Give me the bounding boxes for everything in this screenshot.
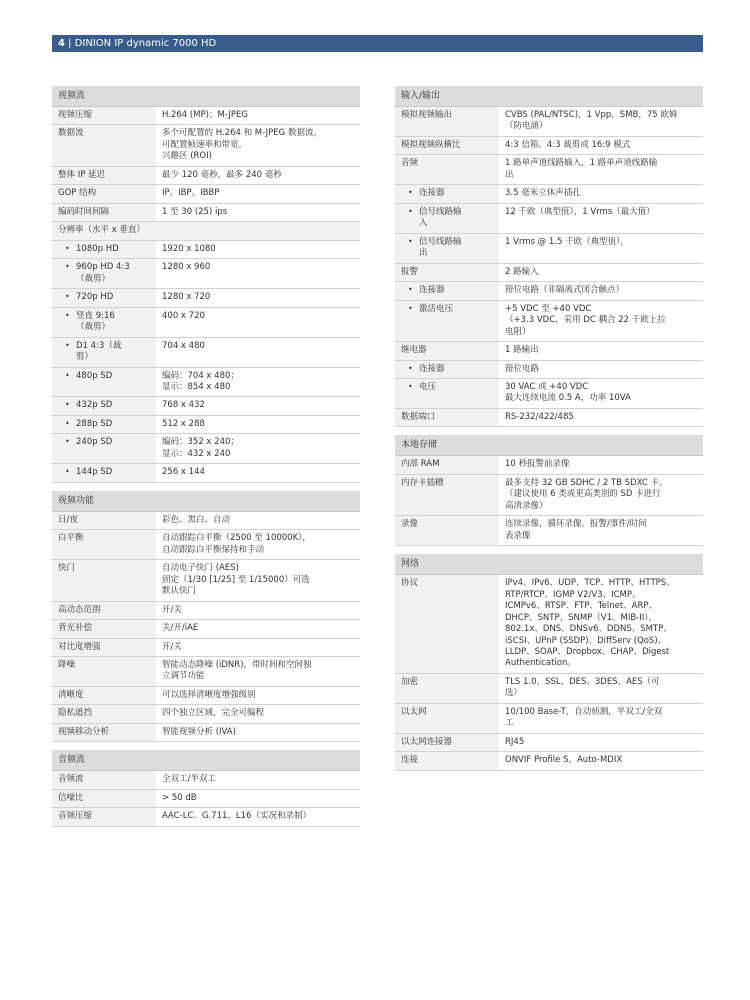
spec-label <box>52 808 156 825</box>
section-heading: 输入/输出 <box>395 86 703 107</box>
spec-label-text: 内存卡插槽 <box>401 477 444 488</box>
spec-value: 彩色、黑白、自动 <box>162 514 231 525</box>
spec-row <box>395 185 703 203</box>
spec-label <box>52 639 156 656</box>
spec-label <box>52 204 156 221</box>
spec-label <box>395 409 499 426</box>
spec-row <box>395 674 703 704</box>
spec-label <box>52 620 156 637</box>
spec-value: 1 至 30 (25) ips <box>162 206 228 217</box>
spec-label <box>395 204 499 233</box>
spec-value: 768 x 432 <box>162 400 205 411</box>
spec-value: IPv4、IPv6、UDP、TCP、HTTP、HTTPS、 RTP/RTCP、IGMP V2/V3、ICMP、 ICMPv6、RTSP、FTP、Telnet、ARP、 DHCP、SNTP、SNMP（V1、MIB-II）， 802.1x、DNS、DNSv6、DDNS、SMTP、 iSCSI、UPnP (SSDP)、DiffServ (QoS)、 LLDP、SOAP、Dropbox、CHAP、Digest Authentication。 <box>505 578 675 669</box>
spec-row <box>395 475 703 516</box>
spec-label-text: 清晰度 <box>58 689 84 700</box>
spec-label-text: • 432p SD <box>76 400 113 411</box>
spec-label-text: 快门 <box>58 563 76 574</box>
spec-label <box>52 560 156 600</box>
spec-row <box>52 512 360 530</box>
spec-row <box>52 125 360 166</box>
spec-row <box>52 790 360 808</box>
spec-label-text: 编码时间间隔 <box>58 206 110 217</box>
spec-value: 30 VAC 或 +40 VDC 最大连续电流 0.5 A，功率 10VA <box>505 381 631 404</box>
spec-row <box>395 264 703 282</box>
spec-label-text: 音频 <box>401 158 419 169</box>
header-separator: | <box>68 38 75 49</box>
spec-value: 1 路单声道线路输入，1 路单声道线路输 出 <box>505 158 658 180</box>
spec-row <box>395 137 703 155</box>
spec-value: 12 千欧（典型值），1 Vrms（最大值） <box>505 206 655 217</box>
spec-label <box>395 234 499 263</box>
spec-value: 1280 x 960 <box>162 262 211 273</box>
spec-label-text: • D1 4:3（裁 剪） <box>76 340 122 363</box>
spec-row <box>395 379 703 409</box>
spec-value: 自动电子快门 (AES) 固定（1/30 [1/25] 至 1/15000）可选 默认快门 <box>162 563 310 597</box>
spec-value: 704 x 480 <box>162 340 205 351</box>
spec-value: 编码：704 x 480； 显示：854 x 480 <box>162 370 239 392</box>
spec-row <box>395 155 703 185</box>
spec-label <box>52 790 156 807</box>
spec-row <box>52 259 360 289</box>
spec-label <box>52 125 156 165</box>
spec-value: 智能视频分析 (IVA) <box>162 726 236 737</box>
spec-label <box>395 379 499 408</box>
spec-label-text: 模拟视频纵横比 <box>401 139 461 150</box>
spec-value: 连续录像，循环录像。报警/事件/时间 表录像 <box>505 519 647 541</box>
spec-label <box>395 342 499 359</box>
spec-label-text: GOP 结构 <box>58 188 97 199</box>
section-heading: 视频流 <box>52 86 360 107</box>
spec-label-text: 信噪比 <box>58 792 84 803</box>
spec-row <box>395 342 703 360</box>
spec-label <box>395 516 499 545</box>
spec-value: 自动跟踪白平衡（2500 至 10000K）， 自动跟踪白平衡保持和手动 <box>162 533 311 555</box>
spec-row <box>52 620 360 638</box>
spec-label <box>52 464 156 481</box>
spec-label-text: 模拟视频输出 <box>401 110 453 120</box>
spec-label-text: • 240p SD <box>76 437 113 448</box>
spec-label <box>52 512 156 529</box>
spec-row <box>52 241 360 259</box>
spec-label-text: 隐私遮挡 <box>58 708 93 719</box>
spec-value: 最少 120 毫秒，最多 240 毫秒 <box>162 169 282 180</box>
spec-value: 1920 x 1080 <box>162 243 216 254</box>
spec-row <box>52 724 360 742</box>
spec-row <box>395 456 703 474</box>
spec-label <box>52 308 156 337</box>
spec-label-text: • 连接器 <box>419 188 445 199</box>
spec-label <box>52 397 156 414</box>
spec-row <box>52 289 360 307</box>
spec-label-text: 音频压缩 <box>58 811 93 822</box>
spec-label <box>52 338 156 367</box>
spec-label-text: 继电器 <box>401 345 427 356</box>
spec-value: 智能动态降噪 (iDNR)，带时间和空间独 立调节功能 <box>162 660 312 682</box>
spec-label-text: 白平衡 <box>58 533 84 544</box>
spec-section <box>395 86 703 427</box>
spec-section <box>395 435 703 546</box>
spec-value: 开/关 <box>162 641 182 652</box>
spec-row <box>395 409 703 427</box>
spec-label <box>395 185 499 202</box>
spec-label-text: 连接 <box>401 755 419 766</box>
spec-label <box>395 155 499 184</box>
spec-label-text: 音频流 <box>58 774 84 785</box>
spec-label-text: • 288p SD <box>76 418 113 429</box>
spec-label <box>52 434 156 463</box>
page-header-bar <box>52 35 703 52</box>
spec-row <box>52 602 360 620</box>
spec-row <box>395 234 703 264</box>
right-spec-column <box>395 86 703 779</box>
spec-label-text: 日/夜 <box>58 514 78 525</box>
spec-value: 箝位电路（非隔离式闭合触点） <box>505 285 625 296</box>
spec-row <box>52 530 360 560</box>
spec-label-text: 加密 <box>401 676 419 687</box>
spec-row <box>395 204 703 234</box>
spec-label-text: 分辨率（水平 x 垂直） <box>58 225 145 236</box>
spec-value: RJ45 <box>505 736 525 747</box>
spec-label <box>395 282 499 299</box>
spec-label-text: 内部 RAM <box>401 459 440 470</box>
spec-label <box>395 734 499 751</box>
spec-label <box>52 222 360 239</box>
spec-row <box>52 338 360 368</box>
spec-value: 全双工/半双工 <box>162 774 216 785</box>
spec-label <box>52 289 156 306</box>
spec-row <box>52 204 360 222</box>
spec-label-text: 数据流 <box>58 128 84 139</box>
spec-row <box>395 107 703 137</box>
spec-label <box>52 602 156 619</box>
spec-label-text: • 144p SD <box>76 467 113 478</box>
spec-value: 256 x 144 <box>162 467 205 478</box>
spec-value: 10 秒报警前录像 <box>505 459 570 470</box>
spec-value: 多个可配置的 H.264 和 M-JPEG 数据流， 可配置帧速率和带宽。 兴趣区 (ROI) <box>162 128 322 162</box>
spec-label <box>395 107 499 136</box>
spec-section <box>52 86 360 483</box>
spec-label <box>52 705 156 722</box>
spec-value: 开/关 <box>162 604 182 615</box>
page-number: 4 <box>58 38 65 49</box>
spec-label-text: 录像 <box>401 519 419 530</box>
spec-label-text: 协议 <box>401 578 419 589</box>
spec-label-text: 视频移动分析 <box>58 726 110 737</box>
spec-value: 箝位电路 <box>505 363 540 374</box>
spec-value: RS-232/422/485 <box>505 411 574 422</box>
spec-label-text: 报警 <box>401 266 419 277</box>
spec-value: 四个独立区域，完全可编程 <box>162 708 265 719</box>
spec-label-text: • 信号线路输 入 <box>419 206 462 229</box>
section-heading: 本地存储 <box>395 435 703 456</box>
spec-row <box>52 687 360 705</box>
spec-value: 1 Vrms @ 1.5 千欧（典型值）， <box>505 236 629 247</box>
spec-label <box>52 107 156 124</box>
spec-value: 可以选择清晰度增强级别 <box>162 689 256 700</box>
spec-section <box>52 491 360 743</box>
spec-label <box>395 137 499 154</box>
spec-label <box>52 416 156 433</box>
spec-section <box>52 750 360 826</box>
spec-row <box>52 808 360 826</box>
section-heading: 网络 <box>395 554 703 575</box>
spec-row <box>52 416 360 434</box>
spec-label <box>395 456 499 473</box>
spec-row <box>52 705 360 723</box>
spec-section <box>395 554 703 771</box>
spec-label <box>395 752 499 769</box>
spec-row <box>52 657 360 687</box>
spec-value: IP、IBP、IBBP <box>162 188 220 199</box>
spec-row <box>52 434 360 464</box>
spec-row <box>52 397 360 415</box>
spec-label <box>395 301 499 341</box>
spec-label-text: 数据端口 <box>401 411 436 422</box>
spec-row <box>52 560 360 601</box>
spec-value: > 50 dB <box>162 792 197 803</box>
spec-value: 3.5 毫米立体声插孔 <box>505 188 581 199</box>
spec-row <box>395 752 703 770</box>
spec-label <box>52 241 156 258</box>
spec-row <box>395 516 703 546</box>
document-title: DINION IP dynamic 7000 HD <box>74 38 217 49</box>
spec-label-text: 视频压缩 <box>58 110 93 120</box>
spec-label-text: 降噪 <box>58 660 76 670</box>
spec-value: 4:3 信箱、4:3 裁剪或 16:9 模式 <box>505 139 631 150</box>
spec-value: AAC-LC、G.711、L16（实况和录制） <box>162 811 311 822</box>
spec-label-text: 整体 IP 延迟 <box>58 169 106 180</box>
spec-label <box>52 724 156 741</box>
spec-label-text: • 480p SD <box>76 370 113 381</box>
spec-label <box>52 368 156 397</box>
spec-value: 1 路输出 <box>505 345 539 356</box>
spec-row <box>395 575 703 674</box>
spec-row <box>52 185 360 203</box>
spec-label-text: • 连接器 <box>419 363 445 374</box>
spec-value: 2 路输入 <box>505 266 539 277</box>
spec-label-text: • 1080p HD <box>76 243 119 254</box>
spec-label <box>52 185 156 202</box>
spec-label <box>395 264 499 281</box>
spec-label <box>395 475 499 515</box>
spec-row <box>52 464 360 482</box>
spec-label-text: • 激活电压 <box>419 303 454 314</box>
spec-value: ONVIF Profile S、Auto-MDIX <box>505 755 623 766</box>
spec-value: H.264 (MP)；M-JPEG <box>162 110 248 120</box>
spec-label <box>395 575 499 673</box>
spec-value: 10/100 Base-T，自动侦测，半双工/全双 工 <box>505 706 663 729</box>
spec-value: 编码：352 x 240； 显示：432 x 240 <box>162 437 239 459</box>
spec-label-text: • 电压 <box>419 381 437 392</box>
spec-row <box>395 704 703 734</box>
spec-row <box>52 222 360 240</box>
spec-value: TLS 1.0、SSL、DES、3DES、AES（可 选） <box>505 676 660 699</box>
spec-label <box>395 361 499 378</box>
spec-label-text: • 720p HD <box>76 292 114 303</box>
spec-label-text: 以太网连接器 <box>401 736 453 747</box>
spec-label-text: • 960p HD 4:3 （裁剪） <box>76 262 130 284</box>
spec-row <box>52 167 360 185</box>
spec-label-text: 以太网 <box>401 706 427 717</box>
spec-label <box>52 259 156 288</box>
section-heading: 视频功能 <box>52 491 360 512</box>
spec-value: 1280 x 720 <box>162 292 211 303</box>
spec-label-text: 高动态范围 <box>58 604 101 615</box>
spec-label <box>52 530 156 559</box>
spec-value: 关/开/iAE <box>162 623 199 634</box>
spec-row <box>52 771 360 789</box>
spec-label-text: • 信号线路输 出 <box>419 236 462 259</box>
spec-row <box>52 639 360 657</box>
spec-value: 512 x 288 <box>162 418 205 429</box>
spec-row <box>52 107 360 125</box>
left-spec-column <box>52 86 360 835</box>
spec-value: 400 x 720 <box>162 310 205 321</box>
spec-value: CVBS (PAL/NTSC)，1 Vpp，SMB，75 欧姆 （防电涌） <box>505 110 678 132</box>
spec-label <box>52 657 156 686</box>
spec-value: 最多支持 32 GB SDHC / 2 TB SDXC 卡。 （建议使用 6 类或更高类别的 SD 卡进行 高清录像） <box>505 477 668 511</box>
spec-row <box>52 308 360 338</box>
spec-label <box>52 167 156 184</box>
spec-row <box>395 282 703 300</box>
spec-row <box>395 361 703 379</box>
spec-row <box>395 301 703 342</box>
spec-label <box>52 771 156 788</box>
spec-row <box>52 368 360 398</box>
spec-label <box>52 687 156 704</box>
spec-label <box>395 704 499 733</box>
spec-label-text: • 连接器 <box>419 285 445 296</box>
spec-label <box>395 674 499 703</box>
spec-label-text: • 竖直 9:16 （裁剪） <box>76 310 115 333</box>
spec-label-text: 背光补偿 <box>58 623 93 634</box>
spec-label-text: 对比度增强 <box>58 641 101 652</box>
section-heading: 音频流 <box>52 750 360 771</box>
spec-value: +5 VDC 至 +40 VDC （+3.3 VDC，采用 DC 耦合 22 千欧上拉 电阻） <box>505 303 666 337</box>
spec-row <box>395 734 703 752</box>
